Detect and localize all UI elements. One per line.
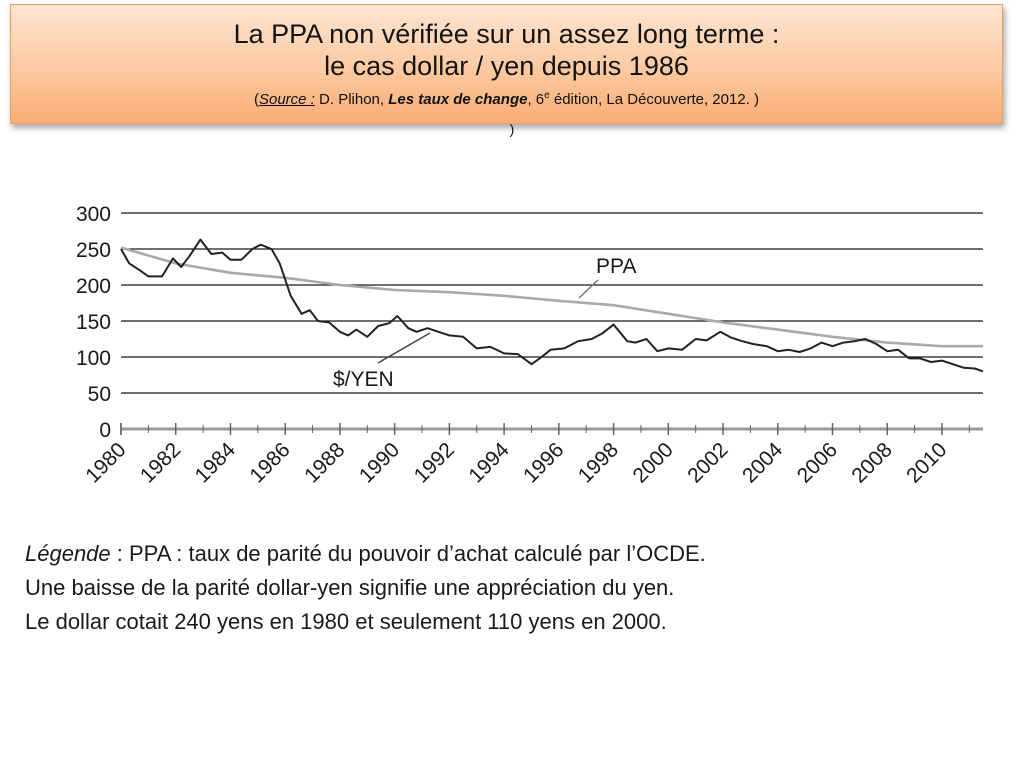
title-line-1: La PPA non vérifiée sur un assez long terme : [233,19,780,49]
ppa-leader-line [579,280,598,298]
annotations [333,255,636,391]
source-open-paren: ( [253,91,259,108]
x-tick-label-1992: 1992 [409,438,459,488]
x-tick-label-1988: 1988 [300,438,350,488]
ppa-annotation: PPA [596,255,637,278]
y-tick-label-150: 150 [75,311,111,334]
source-edition: , 6 [527,91,545,108]
x-tick-label-1986: 1986 [245,438,295,488]
x-tick-label-2008: 2008 [847,438,897,488]
legend-label: Légende [25,541,111,566]
y-tick-label-250: 250 [75,239,111,262]
x-tick-label-1996: 1996 [519,438,569,488]
grid-lines [121,213,983,393]
series [121,240,983,372]
source-label: Source : [258,91,315,108]
legend-line-3: Le dollar cotait 240 yens en 1980 et seulement 110 yens en 2000. [25,609,667,634]
y-tick-label-100: 100 [75,347,111,370]
legend-line-2: Une baisse de la parité dollar-yen signifie une appréciation du yen. [25,575,675,600]
x-tick-label-1998: 1998 [573,438,624,488]
series-line-dollar-yen [121,240,983,372]
x-tick-label-1990: 1990 [354,438,405,488]
y-tick-label-0: 0 [99,419,111,442]
x-tick-label-2004: 2004 [737,438,788,488]
x-tick-label-2006: 2006 [792,438,843,488]
source-book-title: Les taux de change [388,91,528,108]
x-tick-label-2002: 2002 [683,438,733,488]
yen-leader-line [378,333,430,363]
chart-legend-text [25,537,1005,639]
x-tick-label-2000: 2000 [628,438,678,488]
x-tick-label-1994: 1994 [464,438,514,488]
axes [76,203,983,488]
y-tick-label-50: 50 [87,383,111,406]
y-tick-label-200: 200 [75,275,111,298]
dollar-yen-annotation: $/YEN [333,368,394,391]
x-tick-label-1984: 1984 [190,438,240,488]
source-author: D. Plihon, [314,91,389,108]
legend-line-1-text: : PPA : taux de parité du pouvoir d’achat calculé par l’OCDE. [110,541,706,566]
title-line-2: le cas dollar / yen depuis 1986 [324,51,689,81]
source-edition-sup: e [544,90,550,101]
legend-line-1 [25,537,1005,571]
series-line-ppa [121,248,983,347]
source-edition-rest: édition, La Découverte, 2012. ) [549,91,759,108]
x-tick-label-2010: 2010 [902,438,952,488]
x-tick-label-1982: 1982 [135,438,186,488]
stray-parenthesis: ) [509,121,515,137]
x-tick-label-1980: 1980 [81,438,131,488]
y-tick-label-300: 300 [75,203,111,226]
